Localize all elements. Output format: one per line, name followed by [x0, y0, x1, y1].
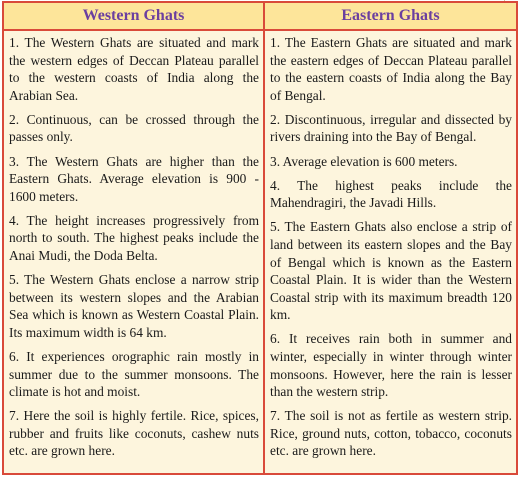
eastern-point-2: 2. Discontinuous, irregular and dissected by rivers draining into the Bay of Bengal.: [270, 111, 512, 145]
comparison-table: [2, 1, 518, 475]
table-row: [3, 30, 517, 474]
western-point-1: 1. The Western Ghats are situated and mark the western edges of Deccan Plateau parallel to the western coasts of India along the Arabian Sea.: [9, 35, 259, 103]
eastern-point-3: 3. Average elevation is 600 meters.: [270, 153, 458, 169]
western-point-5: 5. The Western Ghats enclose a narrow strip between its western slopes and the Arabian Sea which is known as Western Coastal Plain. Its maximum width is 64 km.: [9, 272, 259, 340]
header-eastern-ghats: Eastern Ghats: [264, 2, 517, 30]
eastern-point-7: 7. The soil is not as fertile as western strip. Rice, ground nuts, cotton, tobacco, coconuts etc. are grown here.: [270, 408, 512, 459]
western-point-4: 4. The height increases progressively from north to south. The highest peaks include the Anai Mudi, the Doda Belta.: [9, 212, 259, 264]
western-column: [3, 30, 264, 474]
western-point-6: 6. It experiences orographic rain mostly in summer due to the summer monsoons. The climate is hot and moist.: [9, 349, 259, 400]
western-point-7: 7. Here the soil is highly fertile. Rice, spices, rubber and fruits like coconuts, cashew nuts etc. are grown here.: [9, 408, 259, 459]
eastern-point-4: 4. The highest peaks include the Mahendragiri, the Javadi Hills.: [270, 177, 512, 211]
western-point-3: 3. The Western Ghats are higher than the Eastern Ghats. Average elevation is 900 - 1600 meters.: [9, 153, 259, 204]
eastern-column: [264, 30, 517, 474]
eastern-point-5: 5. The Eastern Ghats also enclose a strip of land between its eastern slopes and the Bay of Bengal which is known as the Eastern Coastal Plain. It is wider than the Western Coastal strip with its maximum breadth 120 km.: [270, 219, 512, 323]
eastern-point-6: 6. It receives rain both in summer and winter, especially in winter through winter monsoons. However, here the rain is lesser than the western strip.: [270, 331, 512, 400]
eastern-point-1: 1. The Eastern Ghats are situated and mark the eastern edges of Deccan Plateau parallel to the eastern coasts of India along the Bay of Bengal.: [270, 35, 512, 103]
header-row: [3, 2, 517, 30]
header-western-ghats: Western Ghats: [3, 2, 264, 30]
western-point-2: 2. Continuous, can be crossed through the passes only.: [9, 111, 259, 145]
